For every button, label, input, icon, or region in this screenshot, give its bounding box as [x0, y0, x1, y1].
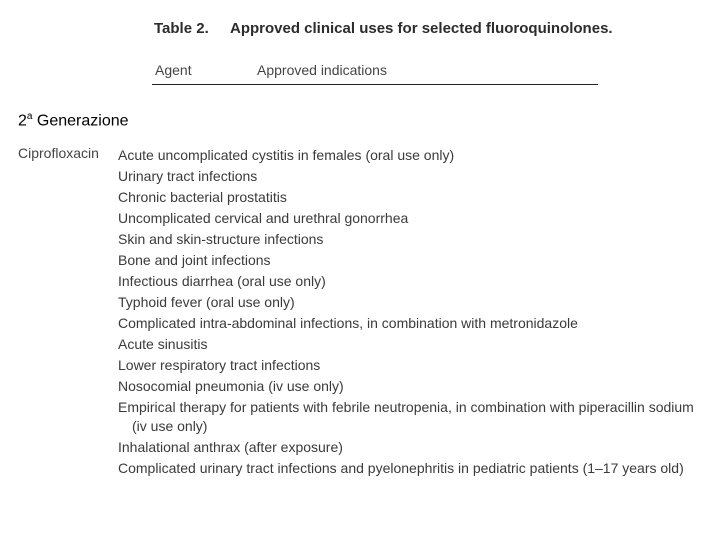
list-item: Inhalational anthrax (after exposure) — [118, 439, 343, 455]
generation-superscript: a — [26, 111, 33, 122]
generation-label: Generazione — [32, 112, 129, 130]
list-item: Acute sinusitis — [118, 336, 208, 352]
list-item: Infectious diarrhea (oral use only) — [118, 273, 326, 289]
list-item: Uncomplicated cervical and urethral gonorrhea — [118, 210, 409, 226]
column-header-agent: Agent — [155, 62, 192, 78]
list-item: Empirical therapy for patients with febrile neutropenia, in combination with piperacillin sodium (iv use only) — [118, 399, 694, 434]
list-item: Complicated intra-abdominal infections, in combination with metronidazole — [118, 315, 578, 331]
header-divider — [152, 84, 598, 85]
list-item: Urinary tract infections — [118, 168, 258, 184]
list-item: Acute uncomplicated cystitis in females (oral use only) — [118, 147, 455, 163]
table-title — [154, 20, 613, 37]
generation-heading — [18, 111, 129, 130]
column-header-indications: Approved indications — [257, 62, 387, 78]
list-item: Lower respiratory tract infections — [118, 357, 321, 373]
table-caption: Approved clinical uses for selected fluoroquinolones. — [230, 20, 613, 37]
indications-list — [118, 145, 708, 479]
table-number: Table 2. — [154, 20, 209, 37]
list-item: Typhoid fever (oral use only) — [118, 294, 295, 310]
list-item: Skin and skin-structure infections — [118, 231, 324, 247]
list-item: Complicated urinary tract infections and pyelonephritis in pediatric patients (1–17 years old) — [118, 460, 684, 476]
list-item: Nosocomial pneumonia (iv use only) — [118, 378, 344, 394]
agent-name: Ciprofloxacin — [18, 145, 99, 161]
list-item: Chronic bacterial prostatitis — [118, 189, 287, 205]
generation-number: 2 — [18, 112, 27, 130]
list-item: Bone and joint infections — [118, 252, 271, 268]
